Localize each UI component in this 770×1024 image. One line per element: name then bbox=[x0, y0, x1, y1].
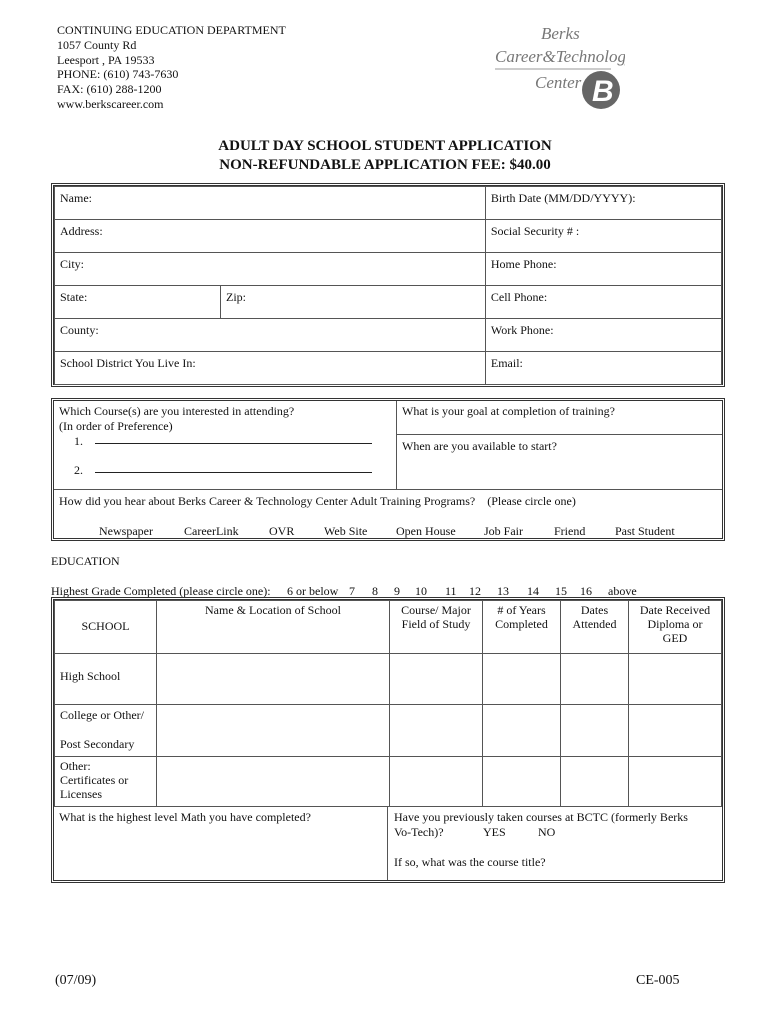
city-state-zip: Leesport , PA 19533 bbox=[57, 52, 155, 67]
course-choice-2-line[interactable] bbox=[95, 472, 372, 473]
grade-8[interactable]: 8 bbox=[372, 584, 378, 598]
email-field[interactable]: Email: bbox=[485, 352, 721, 385]
state-field[interactable]: State: bbox=[55, 286, 221, 319]
course-major-column-header: Course/ Major Field of Study bbox=[390, 601, 483, 654]
high-school-major-cell[interactable] bbox=[390, 654, 483, 705]
college-name-cell[interactable] bbox=[157, 705, 390, 757]
logo-graphic bbox=[493, 22, 625, 118]
website: www.berkscareer.com bbox=[57, 96, 164, 111]
high-school-received-cell[interactable] bbox=[629, 654, 722, 705]
goal-question[interactable]: What is your goal at completion of training? bbox=[402, 404, 615, 418]
referral-question: How did you hear about Berks Career & Technology Center Adult Training Programs? (Please circle one) bbox=[59, 494, 576, 508]
grade-9[interactable]: 9 bbox=[394, 584, 400, 598]
grade-7[interactable]: 7 bbox=[349, 584, 355, 598]
logo-line2: Career&Technology bbox=[495, 47, 625, 66]
grade-14[interactable]: 14 bbox=[527, 584, 539, 598]
bctc-question-cont: Vo-Tech)? bbox=[394, 825, 444, 839]
grade-16[interactable]: 16 bbox=[580, 584, 592, 598]
course-choice-1-line[interactable] bbox=[95, 443, 372, 444]
course-title-question[interactable]: If so, what was the course title? bbox=[394, 855, 546, 869]
home-phone-field[interactable]: Home Phone: bbox=[485, 253, 721, 286]
city-field[interactable]: City: bbox=[55, 253, 486, 286]
table-row-high-school bbox=[55, 654, 722, 705]
form-code: CE-005 bbox=[636, 973, 680, 988]
high-school-dates-cell[interactable] bbox=[561, 654, 629, 705]
math-question[interactable]: What is the highest level Math you have completed? bbox=[59, 810, 311, 824]
logo-mark: B bbox=[592, 75, 614, 108]
county-field[interactable]: County: bbox=[55, 319, 486, 352]
fax-number: FAX: (610) 288-1200 bbox=[57, 82, 162, 97]
college-label: College or Other/ Post Secondary bbox=[55, 705, 157, 757]
grade-6-or-below[interactable]: 6 or below bbox=[287, 584, 339, 598]
source-past-student[interactable]: Past Student bbox=[615, 524, 675, 538]
table-row-other bbox=[55, 757, 722, 807]
bctc-no-option[interactable]: NO bbox=[538, 825, 556, 839]
other-label: Other: Certificates or Licenses bbox=[55, 757, 157, 807]
high-school-years-cell[interactable] bbox=[483, 654, 561, 705]
dates-attended-column-header: Dates Attended bbox=[561, 601, 629, 654]
work-phone-field[interactable]: Work Phone: bbox=[485, 319, 721, 352]
grade-15[interactable]: 15 bbox=[555, 584, 567, 598]
course-interest-section bbox=[51, 398, 725, 541]
course-item-2-label: 2. bbox=[74, 463, 83, 477]
other-years-cell[interactable] bbox=[483, 757, 561, 807]
school-column-header: SCHOOL bbox=[55, 601, 157, 654]
other-name-cell[interactable] bbox=[157, 757, 390, 807]
source-web-site[interactable]: Web Site bbox=[324, 524, 368, 538]
zip-field[interactable]: Zip: bbox=[221, 286, 486, 319]
bctc-yes-option[interactable]: YES bbox=[483, 825, 506, 839]
logo-line1: Berks bbox=[541, 24, 580, 43]
math-bctc-row bbox=[54, 807, 722, 880]
college-received-cell[interactable] bbox=[629, 705, 722, 757]
course-interest-label: Which Course(s) are you interested in attending? bbox=[59, 404, 295, 418]
school-district-field[interactable]: School District You Live In: bbox=[55, 352, 486, 385]
college-years-cell[interactable] bbox=[483, 705, 561, 757]
other-dates-cell[interactable] bbox=[561, 757, 629, 807]
high-school-name-cell[interactable] bbox=[157, 654, 390, 705]
street-address: 1057 County Rd bbox=[57, 37, 137, 52]
department-name: CONTINUING EDUCATION DEPARTMENT bbox=[57, 23, 286, 37]
grade-11[interactable]: 11 bbox=[445, 584, 457, 598]
cell-phone-field[interactable]: Cell Phone: bbox=[485, 286, 721, 319]
phone-number: PHONE: (610) 743-7630 bbox=[57, 67, 179, 82]
source-open-house[interactable]: Open House bbox=[396, 524, 456, 538]
preference-note: (In order of Preference) bbox=[59, 419, 173, 433]
table-row-college bbox=[55, 705, 722, 757]
other-major-cell[interactable] bbox=[390, 757, 483, 807]
grade-13[interactable]: 13 bbox=[497, 584, 509, 598]
college-major-cell[interactable] bbox=[390, 705, 483, 757]
source-friend[interactable]: Friend bbox=[554, 524, 586, 538]
years-completed-column-header: # of Years Completed bbox=[483, 601, 561, 654]
name-field[interactable]: Name: bbox=[55, 187, 486, 220]
name-location-column-header: Name & Location of School bbox=[157, 601, 390, 654]
grade-prompt: Highest Grade Completed (please circle one): bbox=[51, 584, 271, 598]
other-received-cell[interactable] bbox=[629, 757, 722, 807]
logo-line3: Center bbox=[535, 73, 582, 92]
fee-notice: NON-REFUNDABLE APPLICATION FEE: $40.00 bbox=[219, 157, 551, 173]
birth-date-field[interactable]: Birth Date (MM/DD/YYYY): bbox=[485, 187, 721, 220]
date-received-column-header: Date Received Diploma or GED bbox=[629, 601, 722, 654]
source-newspaper[interactable]: Newspaper bbox=[99, 524, 153, 538]
form-title: ADULT DAY SCHOOL STUDENT APPLICATION bbox=[218, 138, 552, 154]
personal-info-section bbox=[51, 183, 725, 387]
education-heading: EDUCATION bbox=[51, 554, 120, 568]
availability-question[interactable]: When are you available to start? bbox=[402, 439, 557, 453]
berks-ctc-logo bbox=[493, 22, 625, 118]
bctc-question: Have you previously taken courses at BCTC (formerly Berks bbox=[394, 810, 688, 824]
source-careerlink[interactable]: CareerLink bbox=[184, 524, 239, 538]
college-dates-cell[interactable] bbox=[561, 705, 629, 757]
grade-above[interactable]: above bbox=[608, 584, 637, 598]
source-job-fair[interactable]: Job Fair bbox=[484, 524, 523, 538]
address-field[interactable]: Address: bbox=[55, 220, 486, 253]
course-item-1-label: 1. bbox=[74, 434, 83, 448]
address-block bbox=[57, 23, 286, 112]
high-school-label: High School bbox=[55, 654, 157, 705]
grade-10[interactable]: 10 bbox=[415, 584, 427, 598]
source-ovr[interactable]: OVR bbox=[269, 524, 295, 538]
revision-date: (07/09) bbox=[55, 973, 97, 988]
education-section bbox=[51, 597, 725, 883]
grade-12[interactable]: 12 bbox=[469, 584, 481, 598]
ssn-field[interactable]: Social Security # : bbox=[485, 220, 721, 253]
